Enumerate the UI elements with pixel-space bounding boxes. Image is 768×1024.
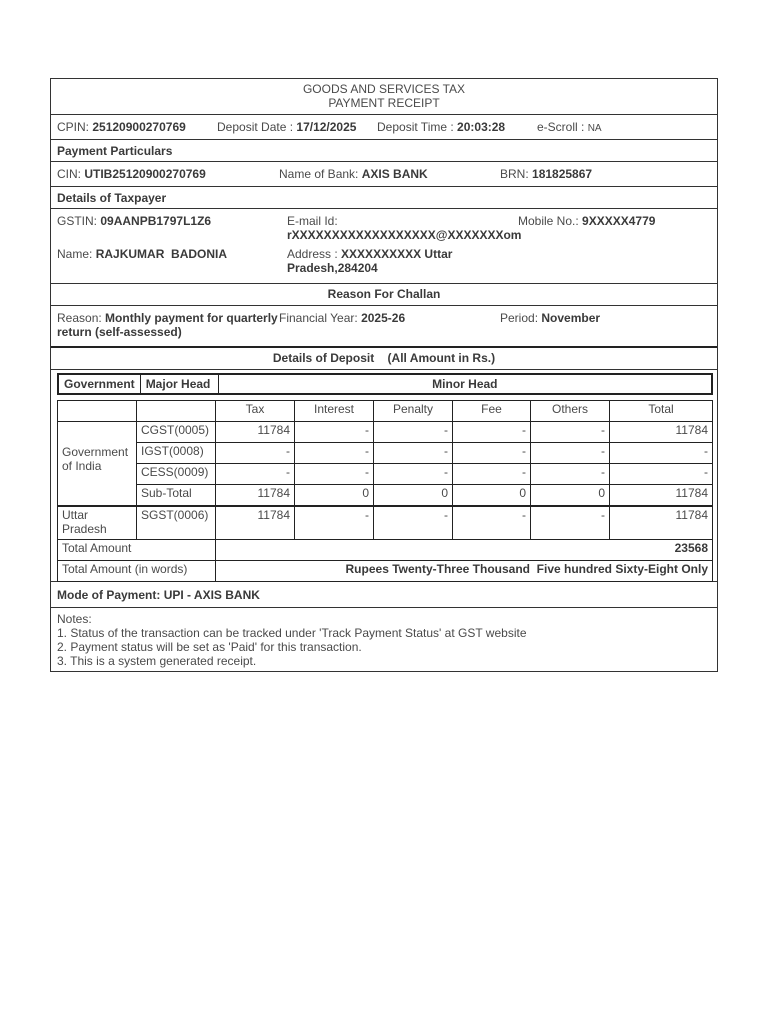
email-field [287, 214, 521, 242]
value-cell: - [216, 464, 295, 485]
reason-line2: return (self-assessed) [57, 325, 182, 339]
column-header: Interest [295, 401, 374, 422]
value-cell: - [453, 464, 531, 485]
brn-label: BRN: [500, 167, 529, 181]
value-cell: - [531, 422, 610, 443]
uttar-pradesh-cell: Uttar Pradesh [58, 506, 137, 540]
major-head-cell: IGST(0008) [137, 443, 216, 464]
value-cell: 11784 [610, 485, 713, 506]
column-header: Tax [216, 401, 295, 422]
subtotal-row [58, 485, 713, 506]
value-cell: - [374, 443, 453, 464]
period-value: November [541, 311, 601, 325]
deposit-time-value: 20:03:28 [457, 120, 506, 134]
value-cell: - [610, 443, 713, 464]
receipt-title [51, 79, 717, 115]
mobile-field [518, 214, 655, 228]
title-line1: GOODS AND SERVICES TAX [302, 82, 466, 96]
period-field [500, 311, 600, 325]
major-head-cell: SGST(0006) [137, 506, 216, 540]
name-value: RAJKUMAR BADONIA [95, 247, 228, 261]
value-cell: 11784 [216, 485, 295, 506]
value-cell: - [453, 443, 531, 464]
challan-heading [51, 284, 717, 306]
table-row [58, 506, 713, 540]
bank-value: AXIS BANK [361, 167, 428, 181]
value-cell: - [374, 422, 453, 443]
column-header: Penalty [374, 401, 453, 422]
empty-header [58, 401, 137, 422]
major-head-cell: CGST(0005) [137, 422, 216, 443]
value-cell: 11784 [610, 506, 713, 540]
note-item: 1. Status of the transaction can be tracked under 'Track Payment Status' at GST website [57, 626, 527, 640]
note-item: 3. This is a system generated receipt. [57, 654, 257, 668]
table-header-row [58, 401, 713, 422]
taxpayer-heading [51, 187, 717, 209]
reason-line1: Monthly payment for quarterly [105, 311, 278, 325]
major-head-cell: CESS(0009) [137, 464, 216, 485]
value-cell: 0 [295, 485, 374, 506]
value-cell: 11784 [216, 422, 295, 443]
table-row [58, 422, 713, 443]
deposit-date-field [217, 120, 356, 134]
mode-value: UPI - AXIS BANK [163, 588, 260, 602]
email-value: rXXXXXXXXXXXXXXXXXX@XXXXXXXom [287, 228, 522, 242]
financial-year-value: 2025-26 [361, 311, 406, 325]
cin-value: UTIB25120900270769 [84, 167, 206, 181]
cin-field [57, 167, 206, 181]
value-cell: - [295, 422, 374, 443]
name-label: Name: [57, 247, 93, 261]
payment-receipt [50, 78, 718, 672]
note-item: 2. Payment status will be set as 'Paid' for this transaction. [57, 640, 362, 654]
value-cell: - [295, 506, 374, 540]
group-header-table [57, 373, 713, 395]
table-row [58, 443, 713, 464]
value-cell: 0 [453, 485, 531, 506]
address-line1: XXXXXXXXXX Uttar [341, 247, 453, 261]
cpin-label: CPIN: [57, 120, 90, 134]
value-cell: - [374, 464, 453, 485]
notes-heading: Notes: [57, 612, 92, 626]
challan-row [51, 306, 717, 348]
address-label: Address : [287, 247, 338, 261]
value-cell: 11784 [610, 422, 713, 443]
notes-section [51, 608, 717, 671]
payment-particulars-row [51, 162, 717, 187]
deposit-heading [51, 348, 717, 370]
value-cell: - [216, 443, 295, 464]
value-cell: 0 [374, 485, 453, 506]
taxpayer-title: Details of Taxpayer [57, 191, 167, 205]
value-cell: - [295, 443, 374, 464]
deposit-time-label: Deposit Time : [377, 120, 454, 134]
cpin-field [57, 120, 186, 134]
escroll-value: NA [587, 123, 602, 134]
deposit-table [57, 400, 713, 582]
table-row [58, 464, 713, 485]
cpin-value: 25120900270769 [92, 120, 186, 134]
value-cell: 11784 [216, 506, 295, 540]
government-header: Government [58, 374, 140, 394]
value-cell: 0 [531, 485, 610, 506]
bank-field [279, 167, 428, 181]
column-header: Others [531, 401, 610, 422]
address-field [287, 247, 452, 275]
value-cell: - [531, 443, 610, 464]
value-cell: - [531, 506, 610, 540]
total-words-label: Total Amount (in words) [58, 561, 216, 582]
mobile-label: Mobile No.: [518, 214, 579, 228]
challan-title: Reason For Challan [327, 287, 441, 301]
column-header: Fee [453, 401, 531, 422]
mode-of-payment-row [51, 582, 717, 608]
reason-field [57, 311, 278, 339]
total-amount-row [58, 540, 713, 561]
deposit-date-label: Deposit Date : [217, 120, 294, 134]
major-head-header: Major Head [140, 374, 218, 394]
deposit-title: Details of Deposit (All Amount in Rs.) [272, 351, 496, 365]
deposit-date-value: 17/12/2025 [296, 120, 357, 134]
gstin-value: 09AANPB1797L1Z6 [100, 214, 212, 228]
brn-field [500, 167, 592, 181]
mobile-value: 9XXXXX4779 [582, 214, 656, 228]
value-cell: - [453, 506, 531, 540]
column-header: Total [610, 401, 713, 422]
value-cell: - [453, 422, 531, 443]
gov-india-cell: Government of India [58, 422, 137, 506]
mode-label: Mode of Payment: [57, 588, 161, 602]
payment-particulars-title: Payment Particulars [57, 144, 173, 158]
reason-label: Reason: [57, 311, 102, 325]
value-cell: - [531, 464, 610, 485]
payment-particulars-heading [51, 140, 717, 162]
mode-of-payment [57, 588, 260, 602]
bank-label: Name of Bank: [279, 167, 359, 181]
period-label: Period: [500, 311, 539, 325]
brn-value: 181825867 [532, 167, 593, 181]
gstin-label: GSTIN: [57, 214, 98, 228]
escroll-label: e-Scroll : [537, 120, 585, 134]
empty-header [137, 401, 216, 422]
value-cell: - [295, 464, 374, 485]
name-field [57, 247, 227, 261]
deposit-time-field [377, 120, 505, 134]
cin-label: CIN: [57, 167, 81, 181]
summary-row [51, 115, 717, 140]
gstin-field [57, 214, 211, 228]
minor-head-header: Minor Head [218, 374, 712, 394]
address-line2: Pradesh,284204 [287, 261, 378, 275]
escroll-field [537, 120, 602, 134]
total-amount-label: Total Amount [58, 540, 216, 561]
value-cell: - [610, 464, 713, 485]
deposit-section [51, 370, 717, 582]
financial-year-field [279, 311, 405, 325]
title-line2: PAYMENT RECEIPT [328, 96, 440, 110]
value-cell: - [374, 506, 453, 540]
total-words-value: Rupees Twenty-Three Thousand Five hundred Sixty-Eight Only [216, 561, 713, 582]
email-label: E-mail Id: [287, 214, 338, 228]
taxpayer-details [51, 209, 717, 284]
financial-year-label: Financial Year: [279, 311, 358, 325]
major-head-cell: Sub-Total [137, 485, 216, 506]
total-amount-value: 23568 [216, 540, 713, 561]
total-words-row [58, 561, 713, 582]
